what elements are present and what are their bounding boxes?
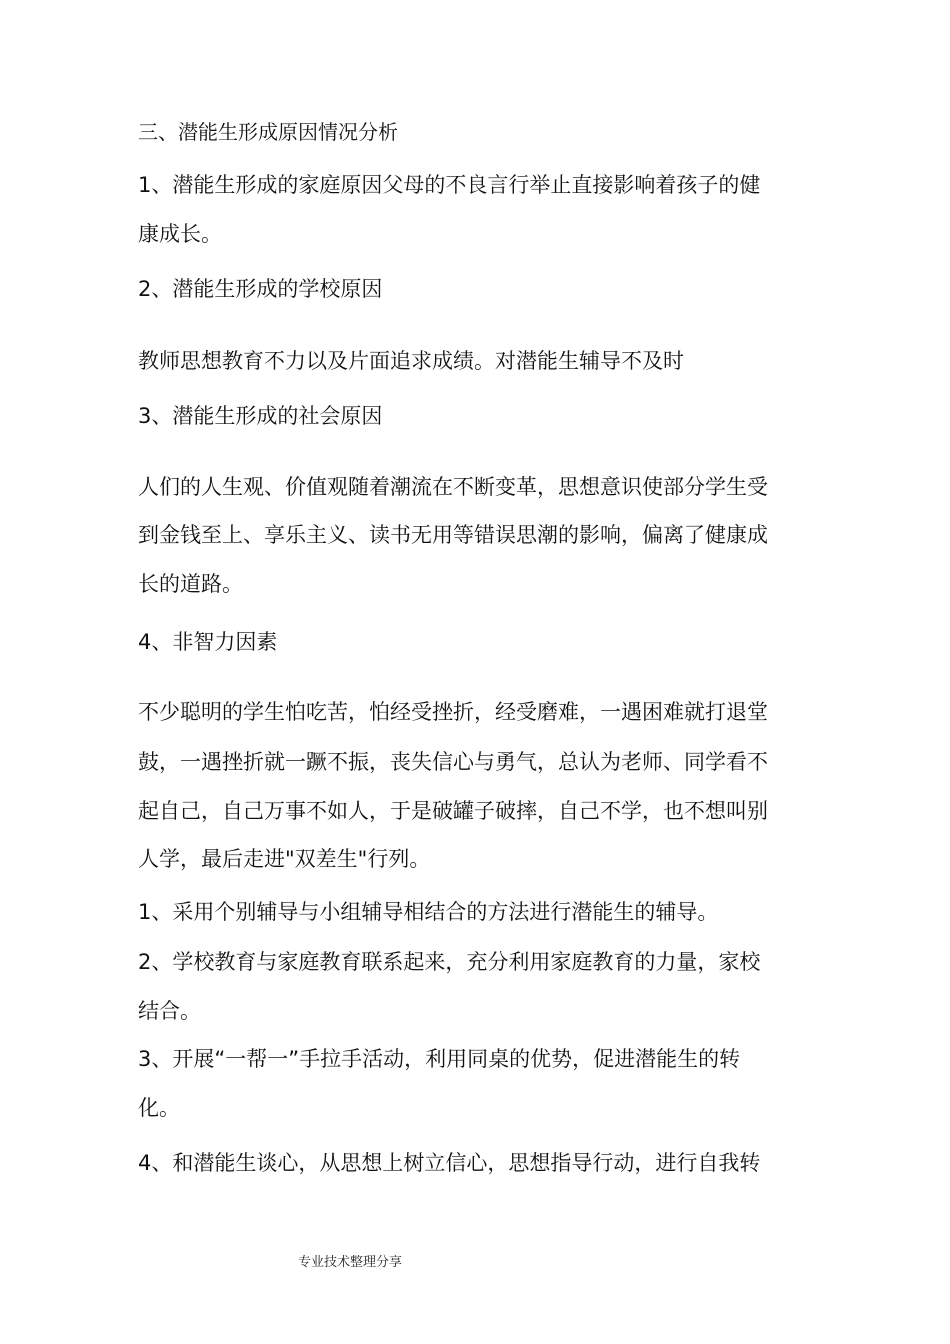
text-line: 康成长。	[138, 222, 222, 246]
text-line: 起自己，自己万事不如人，于是破罐子破摔，自己不学，也不想叫别	[138, 799, 768, 823]
text-line: 长的道路。	[138, 572, 243, 596]
text-line: 不少聪明的学生怕吃苦，怕经受挫折，经受磨难，一遇困难就打退堂	[138, 700, 768, 724]
text-line: 4、和潜能生谈心，从思想上树立信心，思想指导行动，进行自我转	[138, 1151, 761, 1175]
text-line: 结合。	[138, 999, 201, 1023]
text-line: 人们的人生观、价值观随着潮流在不断变革，思想意识使部分学生受	[138, 475, 768, 499]
page-footer: 专业技术整理分享	[298, 1255, 403, 1270]
text-line: 到金钱至上、享乐主义、读书无用等错误思潮的影响，偏离了健康成	[138, 523, 768, 547]
section-heading: 三、潜能生形成原因情况分析	[138, 120, 398, 144]
text-line: 化。	[138, 1096, 180, 1120]
text-line: 人学，最后走进"双差生"行列。	[138, 847, 431, 871]
text-line: 4、非智力因素	[138, 630, 278, 654]
text-line: 2、潜能生形成的学校原因	[138, 277, 383, 301]
text-line: 鼓，一遇挫折就一蹶不振，丧失信心与勇气，总认为老师、同学看不	[138, 750, 768, 774]
text-line: 2、学校教育与家庭教育联系起来，充分利用家庭教育的力量，家校	[138, 950, 761, 974]
text-line: 1、采用个别辅导与小组辅导相结合的方法进行潜能生的辅导。	[138, 900, 719, 924]
text-line: 3、开展“一帮一”手拉手活动，利用同桌的优势，促进潜能生的转	[138, 1047, 741, 1071]
text-line: 3、潜能生形成的社会原因	[138, 404, 383, 428]
text-line: 1、潜能生形成的家庭原因父母的不良言行举止直接影响着孩子的健	[138, 173, 761, 197]
text-line: 教师思想教育不力以及片面追求成绩。对潜能生辅导不及时	[138, 349, 684, 373]
